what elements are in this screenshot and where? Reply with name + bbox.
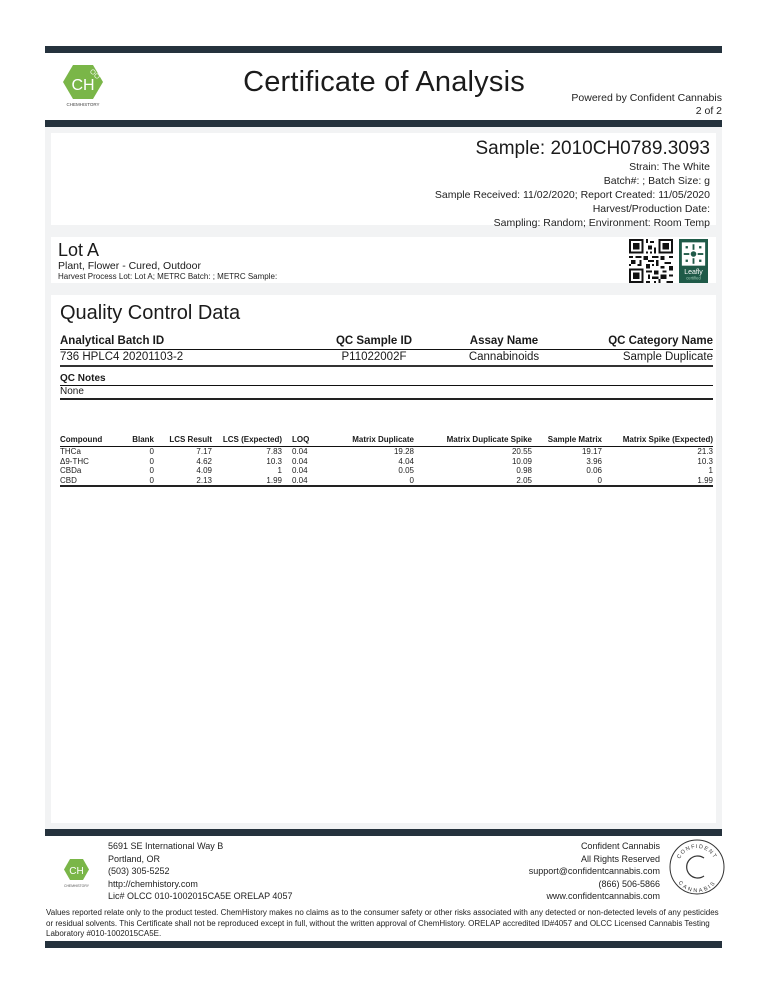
cell-sample-matrix: 0: [532, 476, 602, 487]
batch-info: Batch#: ; Batch Size: g: [603, 175, 710, 187]
qc-notes-value: None: [60, 386, 713, 400]
lot-panel: [45, 231, 722, 289]
header-qc-sample-id: QC Sample ID: [335, 335, 413, 347]
lab-address-line1: 5691 SE International Way B: [108, 841, 224, 851]
col-matrix-duplicate: Matrix Duplicate: [320, 435, 414, 447]
lot-card: [51, 237, 716, 283]
col-sample-matrix: Sample Matrix: [532, 435, 602, 447]
table-row: [60, 457, 713, 467]
qc-meta-header-row: [60, 335, 713, 350]
cell-lcs-expected: 10.3: [266, 456, 282, 466]
qc-section-title: Quality Control Data: [60, 302, 241, 324]
cell-matrix-duplicate: 0: [320, 476, 414, 487]
cell-blank: 0: [149, 466, 154, 475]
qc-meta-table: [60, 335, 713, 367]
cc-phone: (866) 506-5866: [598, 878, 660, 889]
cell-sample-matrix: 3.96: [586, 456, 602, 466]
svg-text:CANNABIS: [677, 880, 717, 894]
cell-blank: 0: [149, 447, 154, 456]
cell-matrix-duplicate-spike: 20.55: [511, 447, 532, 456]
sample-info-card: [51, 133, 716, 229]
cc-website-link[interactable]: www.confidentcannabis.com: [546, 891, 660, 902]
cell-matrix-spike-expected: 21.3: [697, 447, 713, 456]
cell-matrix-duplicate: 0.05: [398, 466, 414, 475]
cc-email-link[interactable]: support@confidentcannabis.com: [528, 866, 660, 877]
cell-compound: THCa: [60, 447, 81, 456]
table-row: [60, 476, 713, 487]
svg-text:CONFIDENT: [676, 844, 718, 860]
col-matrix-duplicate-spike: Matrix Duplicate Spike: [414, 435, 532, 447]
cell-matrix-spike-expected: 10.3: [697, 456, 713, 466]
leaf-icon: [684, 244, 704, 264]
cc-name: Confident Cannabis: [580, 841, 660, 851]
header-bottom-bar: [45, 120, 722, 127]
analytical-batch-id: 736 HPLC4 20201103-2: [60, 351, 184, 363]
cell-lcs-expected: 1: [277, 466, 282, 475]
qc-notes-header: QC Notes: [60, 373, 713, 386]
cell-lcs-expected: 1.99: [212, 476, 282, 487]
cell-lcs-result: 4.62: [196, 456, 212, 466]
logo-initials: CH: [71, 77, 95, 94]
results-header-row: [60, 435, 713, 447]
footer-logo-caption: CHEMHISTORY: [64, 884, 89, 888]
sample-dates: Sample Received: 11/02/2020; Report Created: 11/05/2020: [434, 189, 710, 201]
cell-matrix-duplicate-spike: 10.09: [511, 456, 532, 466]
sample-info-panel: [45, 127, 722, 231]
cell-compound: CBD: [60, 476, 122, 487]
confident-cannabis-info: [529, 840, 660, 903]
header-top-bar: [45, 46, 722, 53]
leafly-label: Leafly: [684, 269, 703, 277]
leafly-sub: certified: [686, 275, 701, 281]
col-compound: Compound: [60, 435, 122, 447]
cell-sample-matrix: 19.17: [581, 447, 602, 456]
lab-address-line2: Portland, OR: [108, 853, 161, 864]
sample-id: Sample: 2010CH0789.3093: [475, 138, 710, 159]
cell-matrix-duplicate-spike: 0.98: [516, 466, 532, 475]
qc-meta-value-row: [60, 350, 713, 367]
col-loq: LOQ: [282, 435, 320, 447]
seal-bottom-text: CANNABIS: [676, 880, 718, 895]
table-row: [60, 447, 713, 457]
harvest-date: Harvest/Production Date:: [592, 203, 710, 215]
cell-compound: Δ9-THC: [60, 456, 89, 466]
header-analytical-batch-id: Analytical Batch ID: [60, 335, 165, 347]
cell-loq: 0.04: [292, 447, 308, 456]
cell-lcs-result: 4.09: [196, 466, 212, 475]
cc-rights: All Rights Reserved: [580, 853, 660, 864]
col-matrix-spike-expected: Matrix Spike (Expected): [602, 435, 713, 447]
cell-blank: 0: [122, 476, 154, 487]
chemhistory-footer-logo: [62, 858, 92, 890]
cell-compound: CBDa: [60, 466, 82, 475]
strain: Strain: The White: [629, 161, 710, 173]
lab-phone: (503) 305-5252: [108, 866, 170, 877]
cell-lcs-result: 2.13: [154, 476, 212, 487]
cell-matrix-spike-expected: 1.99: [602, 476, 713, 487]
document-title: Certificate of Analysis: [243, 66, 525, 98]
cell-loq: 0.04: [292, 456, 308, 466]
qc-sample-id: P11022002F: [341, 351, 407, 363]
lab-license: Lic# OLCC 010-1002015CA5E ORELAP 4057: [108, 891, 293, 902]
lot-product-type: Plant, Flower - Cured, Outdoor: [58, 260, 201, 272]
qr-code-icon[interactable]: [629, 239, 673, 283]
assay-name: Cannabinoids: [468, 351, 540, 363]
cell-loq: 0.04: [292, 466, 308, 475]
footer-bottom-bar: [45, 941, 722, 948]
disclaimer-text: Values reported relate only to the product tested. ChemHistory makes no claims as to the consumer safety or other risks associated with any detected or non-detected levels of any pesticides or residual solvents. This Certificate shall not be reproduced except in full, without the written approval of ChemHistory. ORELAP accredited ID#4057 and OLCC Licensed Cannabis Testing Laboratory #010-1002015CA5E.: [46, 908, 719, 938]
cell-matrix-spike-expected: 1: [708, 466, 713, 475]
footer-top-bar: [45, 829, 722, 836]
qc-results-table: [60, 435, 713, 487]
seal-top-text: CONFIDENT: [676, 843, 718, 861]
col-lcs-expected: LCS (Expected): [212, 435, 282, 447]
col-lcs-result: LCS Result: [154, 435, 212, 447]
footer-logo-initials: CH: [69, 866, 84, 877]
cell-matrix-duplicate: 4.04: [398, 456, 414, 466]
col-blank: Blank: [122, 435, 154, 447]
powered-by: [571, 92, 722, 118]
page-indicator: 2 of 2: [695, 105, 722, 117]
lot-title: Lot A: [58, 240, 100, 260]
cell-matrix-duplicate: 19.28: [393, 447, 414, 456]
logo-caption: CHEMHISTORY: [66, 102, 100, 107]
lab-contact-info: [108, 840, 292, 903]
lot-harvest-info: Harvest Process Lot: Lot A; METRC Batch: ; METRC Sample:: [58, 272, 278, 281]
cell-matrix-duplicate-spike: 2.05: [414, 476, 532, 487]
cell-loq: 0.04: [282, 476, 320, 487]
cell-lcs-result: 7.17: [196, 447, 212, 456]
sample-details: [435, 138, 710, 230]
header-assay-name: Assay Name: [469, 335, 539, 347]
qc-card: [51, 295, 716, 823]
qc-panel: [45, 289, 722, 829]
sampling-info: Sampling: Random; Environment: Room Temp: [493, 217, 710, 229]
powered-by-text: Powered by Confident Cannabis: [571, 92, 722, 104]
cell-sample-matrix: 0.06: [586, 466, 602, 475]
cell-blank: 0: [149, 456, 154, 466]
confident-cannabis-seal-icon: [668, 838, 726, 896]
cell-lcs-expected: 7.83: [266, 447, 282, 456]
header-qc-category-name: QC Category Name: [608, 335, 713, 347]
qc-notes: [60, 373, 713, 400]
lab-website-link[interactable]: http://chemhistory.com: [108, 878, 198, 889]
leafly-certified-badge[interactable]: [679, 239, 708, 283]
qc-category-name: Sample Duplicate: [622, 351, 713, 363]
table-row: [60, 466, 713, 476]
